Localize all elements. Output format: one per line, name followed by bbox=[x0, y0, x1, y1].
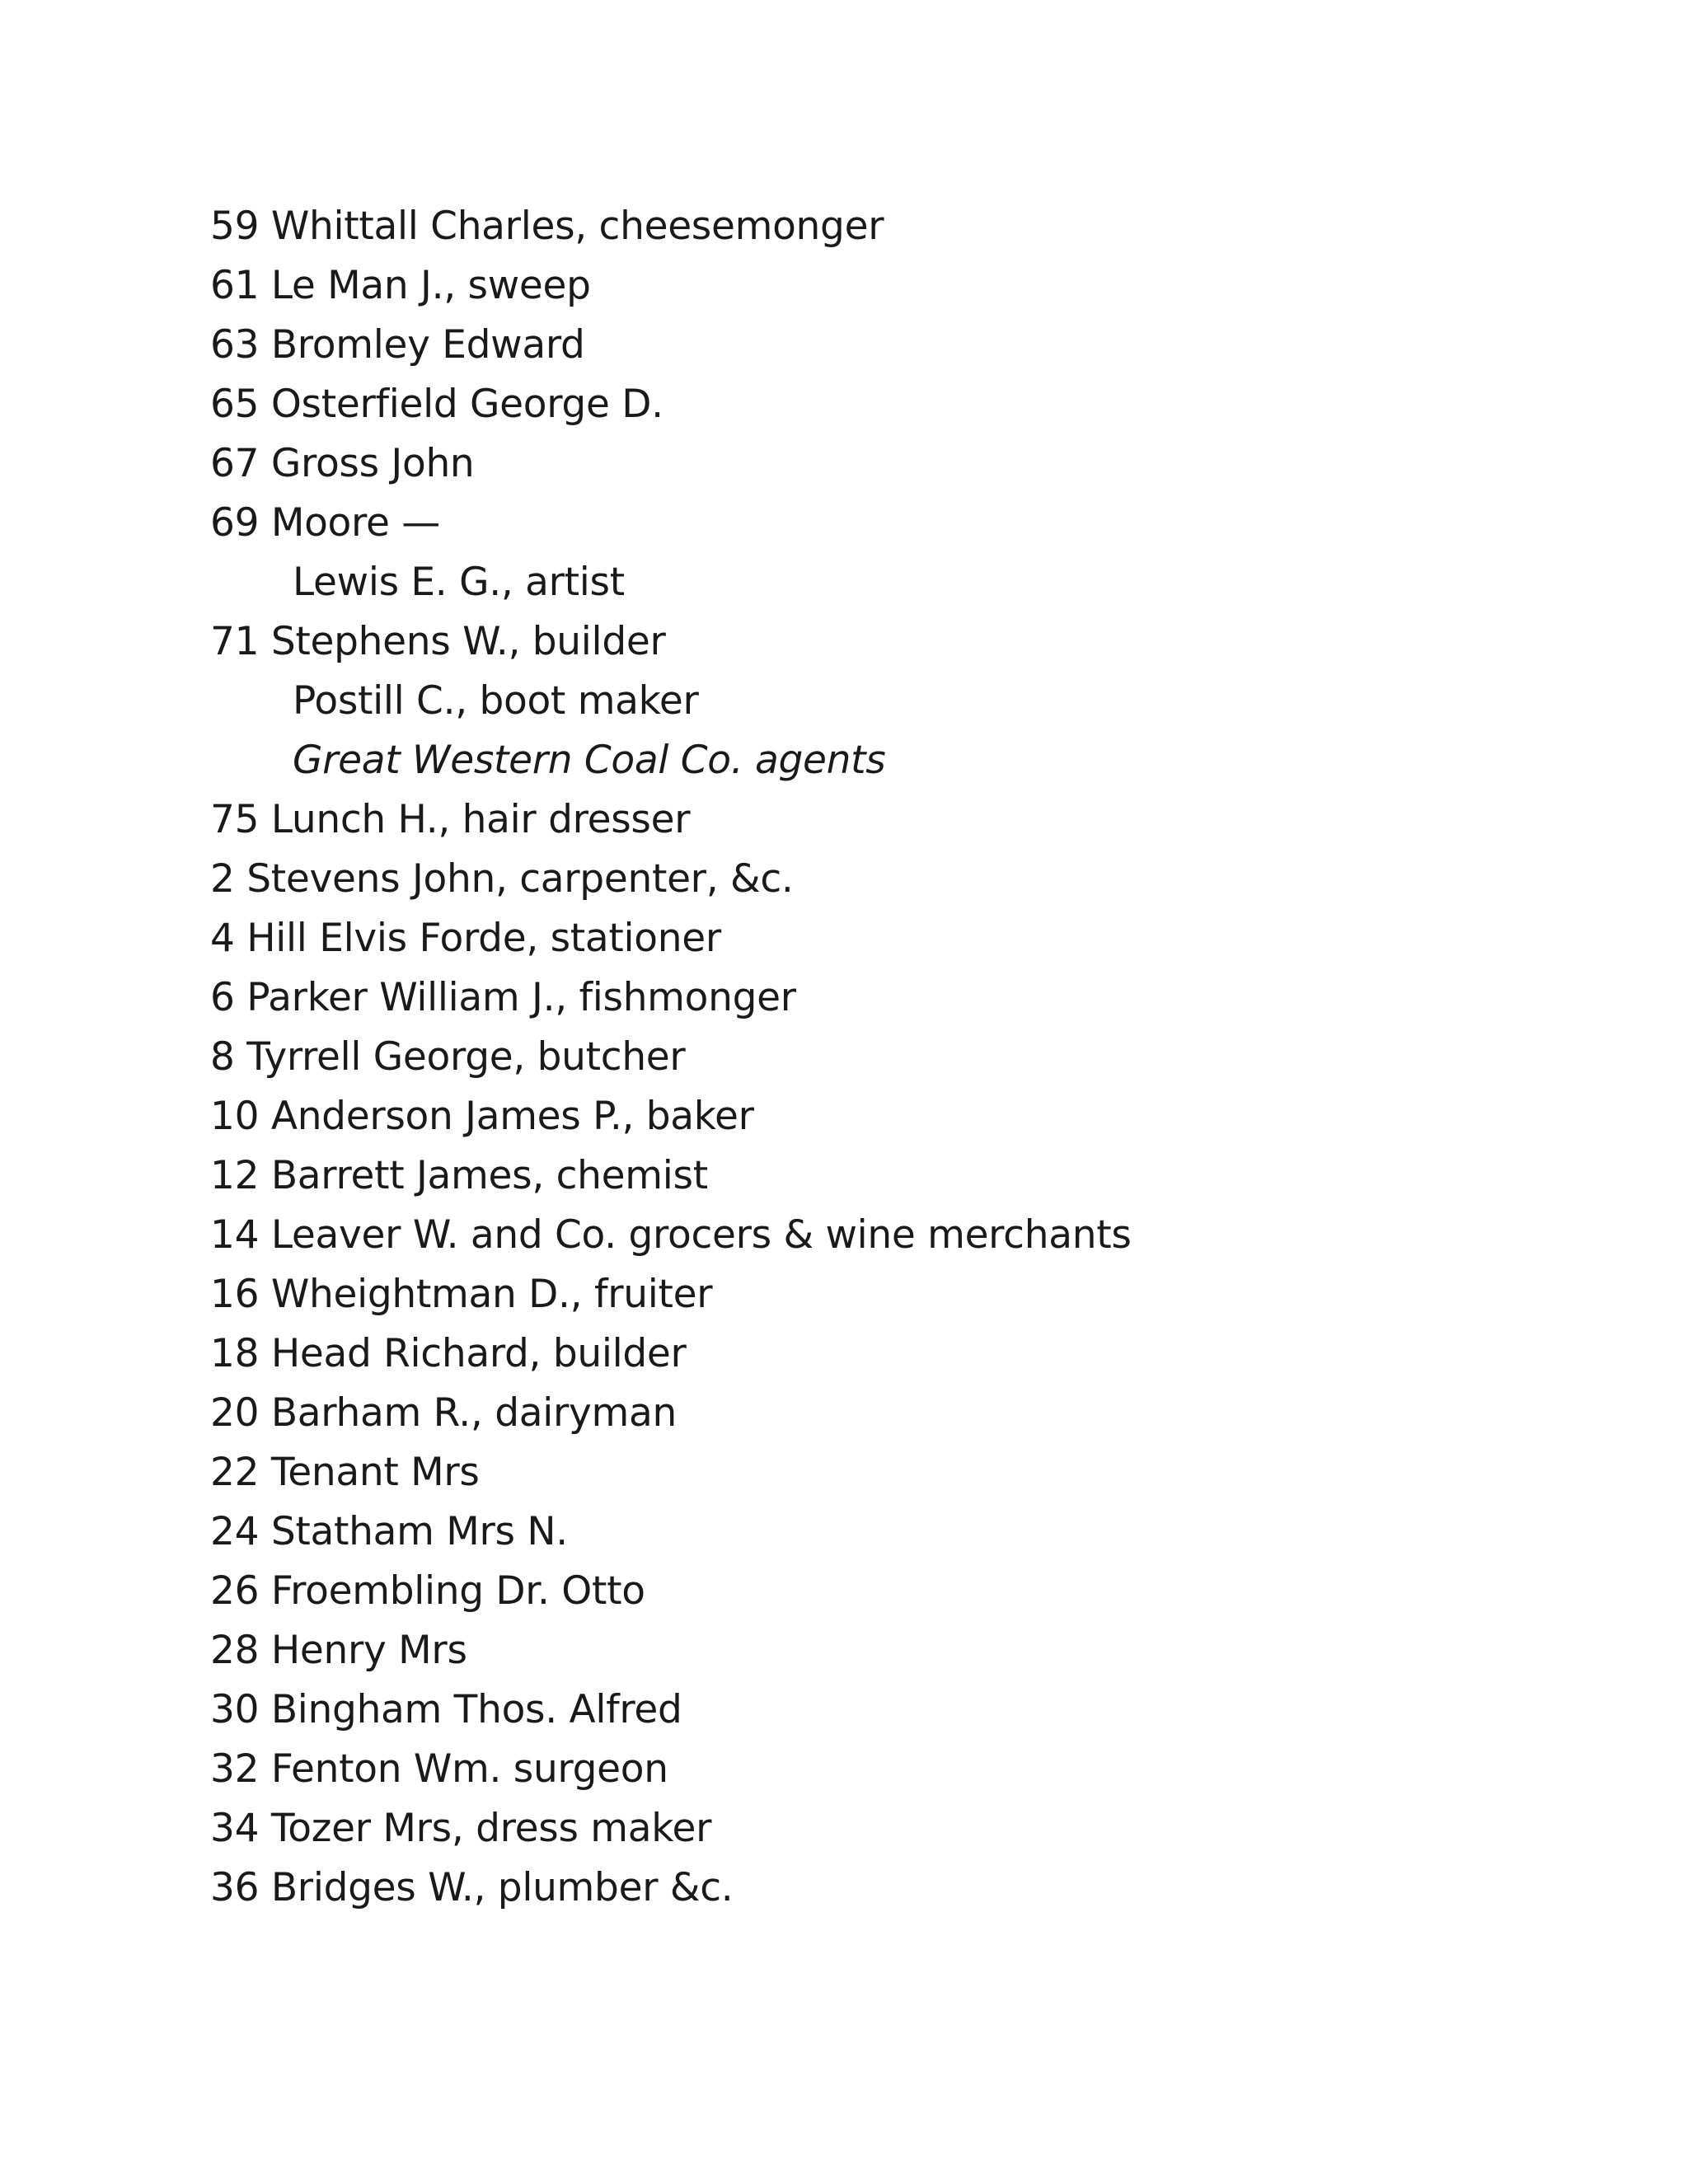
directory-entry: 6 Parker William J., fishmonger bbox=[210, 975, 796, 1020]
directory-entry: 67 Gross John bbox=[210, 441, 475, 486]
directory-entry: 4 Hill Elvis Forde, stationer bbox=[210, 916, 721, 961]
directory-entry: 36 Bridges W., plumber &c. bbox=[210, 1865, 734, 1910]
directory-entry: 61 Le Man J., sweep bbox=[210, 263, 591, 308]
directory-entry: 10 Anderson James P., baker bbox=[210, 1094, 754, 1139]
directory-entry: 2 Stevens John, carpenter, &c. bbox=[210, 856, 794, 902]
directory-entry: 16 Wheightman D., fruiter bbox=[210, 1272, 713, 1317]
directory-entry: 12 Barrett James, chemist bbox=[210, 1153, 708, 1198]
directory-subentry: Postill C., boot maker bbox=[293, 678, 699, 724]
directory-entry: 63 Bromley Edward bbox=[210, 322, 585, 368]
directory-entry: 14 Leaver W. and Co. grocers & wine merchants bbox=[210, 1212, 1132, 1258]
directory-entry: 20 Barham R., dairyman bbox=[210, 1390, 678, 1436]
directory-entry: 24 Statham Mrs N. bbox=[210, 1509, 568, 1554]
directory-entry: 18 Head Richard, builder bbox=[210, 1331, 687, 1376]
directory-entry: 75 Lunch H., hair dresser bbox=[210, 797, 691, 842]
directory-entry: 26 Froembling Dr. Otto bbox=[210, 1568, 645, 1614]
directory-list bbox=[210, 197, 1132, 1918]
directory-entry: 34 Tozer Mrs, dress maker bbox=[210, 1806, 712, 1851]
directory-entry: 71 Stephens W., builder bbox=[210, 619, 666, 664]
directory-subentry-italic: Great Western Coal Co. agents bbox=[293, 738, 886, 783]
directory-entry: 65 Osterfield George D. bbox=[210, 382, 663, 427]
directory-entry: 28 Henry Mrs bbox=[210, 1628, 467, 1673]
directory-entry: 30 Bingham Thos. Alfred bbox=[210, 1687, 682, 1732]
directory-subentry: Lewis E. G., artist bbox=[293, 560, 625, 605]
directory-entry: 59 Whittall Charles, cheesemonger bbox=[210, 204, 884, 249]
directory-entry: 22 Tenant Mrs bbox=[210, 1450, 480, 1495]
directory-entry: 8 Tyrrell George, butcher bbox=[210, 1034, 686, 1080]
directory-entry: 32 Fenton Wm. surgeon bbox=[210, 1746, 668, 1792]
directory-entry: 69 Moore — bbox=[210, 500, 440, 546]
